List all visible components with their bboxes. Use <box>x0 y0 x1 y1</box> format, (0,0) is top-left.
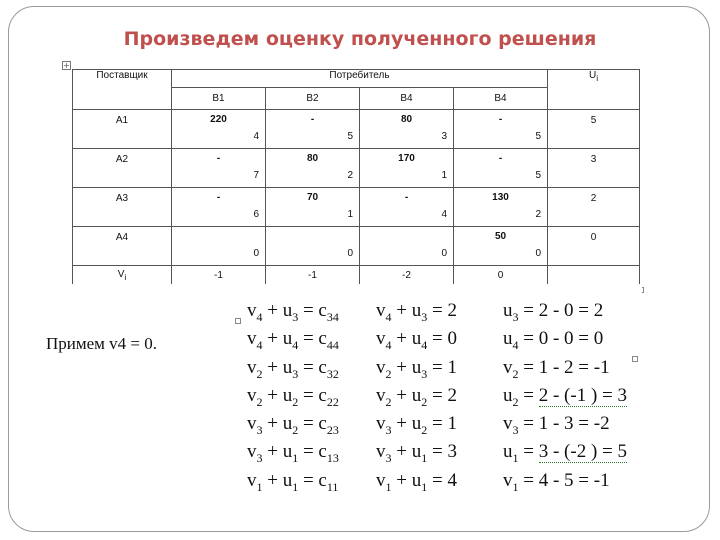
allocation: - <box>310 114 315 125</box>
equation-numeric: $v_2 + u_2 = 2$ <box>376 384 457 409</box>
supplier-label: A4 <box>115 232 129 243</box>
v-value: -1 <box>172 266 266 286</box>
table-row <box>73 227 640 266</box>
slide-title: Произведем оценку полученного решения <box>123 28 597 50</box>
u-value-cell <box>548 227 640 266</box>
allocation: - <box>216 153 221 164</box>
equation-general: $v_2 + u_3 = c_{32}$ <box>247 356 339 381</box>
equation-numeric: $v_4 + u_3 = 2$ <box>376 300 457 324</box>
table-cell <box>454 110 548 149</box>
cost: 6 <box>253 209 259 220</box>
consumer-label: B4 <box>360 88 454 110</box>
equation-general: $v_4 + u_4 = c_{44}$ <box>247 328 339 353</box>
u-value-cell <box>548 188 640 227</box>
cost: 5 <box>535 170 541 181</box>
supplier-label-cell <box>73 227 172 266</box>
cost: 5 <box>535 131 541 142</box>
assumption-note: Примем v4 = 0. <box>46 334 158 353</box>
allocation: 80 <box>400 114 413 125</box>
allocation: 70 <box>306 192 319 203</box>
table-move-handle-icon[interactable]: + <box>63 61 70 70</box>
cost: 0 <box>253 248 259 259</box>
v-value: -1 <box>266 266 360 286</box>
table-cell <box>266 149 360 188</box>
cost: 0 <box>441 248 447 259</box>
supplier-label: A1 <box>115 115 129 126</box>
cost: 0 <box>347 248 353 259</box>
v-values-row <box>73 266 640 286</box>
table-row <box>73 149 640 188</box>
equation-result: $v_1 = 4 - 5 = -1$ <box>503 469 610 494</box>
consumer-label: B4 <box>454 88 548 110</box>
cost: 5 <box>347 131 353 142</box>
equation-numeric: $v_2 + u_3 = 1$ <box>376 356 457 381</box>
u-value: 5 <box>590 115 597 126</box>
equation-result: $u_1 = 3 - (-2$ ) = 5 <box>503 441 627 466</box>
cost: 2 <box>535 209 541 220</box>
v-value-empty <box>548 266 640 286</box>
v-value: -2 <box>360 266 454 286</box>
u-value-cell <box>548 110 640 149</box>
equations-anchor-icon[interactable] <box>235 318 241 324</box>
supplier-label-cell <box>73 149 172 188</box>
equation-numeric: $v_3 + u_1 = 3$ <box>376 441 457 466</box>
table-cell <box>454 149 548 188</box>
v-label: $V_i$ <box>73 266 172 286</box>
allocation: - <box>498 153 503 164</box>
u-value-cell <box>548 149 640 188</box>
table-cell <box>172 227 266 266</box>
table-cell <box>266 188 360 227</box>
table-cell <box>266 227 360 266</box>
allocation: - <box>498 114 503 125</box>
u-value: 3 <box>590 154 597 165</box>
equation-numeric: $v_3 + u_2 = 1$ <box>376 413 457 437</box>
supplier-label: A2 <box>115 154 129 165</box>
table-crop-mask <box>72 284 642 294</box>
equation-general: $v_3 + u_2 = c_{23}$ <box>247 413 339 437</box>
allocation: 80 <box>306 153 319 164</box>
allocation: 220 <box>210 114 227 125</box>
transport-table <box>72 69 640 286</box>
allocation: 50 <box>494 231 507 242</box>
supplier-label-cell <box>73 188 172 227</box>
allocation: - <box>404 192 409 203</box>
consumer-label: B2 <box>266 88 360 110</box>
allocation: 130 <box>492 192 509 203</box>
equation-general: $v_4 + u_3 = c_{34}$ <box>247 300 339 324</box>
u-value: 0 <box>590 232 597 243</box>
allocation: - <box>216 192 221 203</box>
equation-general: $v_1 + u_1 = c_{11}$ <box>247 469 339 494</box>
allocation: 170 <box>398 153 415 164</box>
table-cell <box>360 110 454 149</box>
cost: 0 <box>535 248 541 259</box>
equation-result: $v_3 = 1 - 3 = -2$ <box>503 413 610 437</box>
u-value: 2 <box>590 193 597 204</box>
table-cell <box>360 227 454 266</box>
table-header-row <box>73 70 640 88</box>
supplier-header: Поставщик <box>73 70 172 110</box>
equation-numeric: $v_4 + u_4 = 0$ <box>376 328 457 353</box>
v-value: 0 <box>454 266 548 286</box>
table-cell <box>360 188 454 227</box>
equation-general: $v_3 + u_1 = c_{13}$ <box>247 441 339 466</box>
consumer-label: B1 <box>172 88 266 110</box>
cost: 7 <box>253 170 259 181</box>
table-row <box>73 188 640 227</box>
cost: 1 <box>441 170 447 181</box>
equation-result: $u_2 = 2 - (-1$ ) = 3 <box>503 384 627 409</box>
cost: 2 <box>347 170 353 181</box>
cost: 1 <box>347 209 353 220</box>
table-cell <box>360 149 454 188</box>
equation-numeric: $v_1 + u_1 = 4$ <box>376 469 457 494</box>
equation-result: $v_2 = 1 - 2 = -1$ <box>503 356 610 381</box>
cost: 4 <box>253 131 259 142</box>
table-cell <box>266 110 360 149</box>
equation-result: $u_4 = 0 - 0 = 0$ <box>503 328 604 353</box>
cost: 4 <box>441 209 447 220</box>
text-cursor-marker-icon <box>632 356 638 362</box>
table-row <box>73 110 640 149</box>
table-cell <box>172 188 266 227</box>
supplier-label: A3 <box>115 193 129 204</box>
table-cell <box>454 188 548 227</box>
table-cell <box>172 149 266 188</box>
cost: 3 <box>441 131 447 142</box>
equation-result: $u_3 = 2 - 0 = 2$ <box>503 300 604 324</box>
supplier-label-cell <box>73 110 172 149</box>
equation-general: $v_2 + u_2 = c_{22}$ <box>247 384 339 409</box>
u-header: $U_i$ <box>548 70 640 110</box>
table-cell <box>454 227 548 266</box>
table-cell <box>172 110 266 149</box>
consumer-header: Потребитель <box>172 70 548 88</box>
